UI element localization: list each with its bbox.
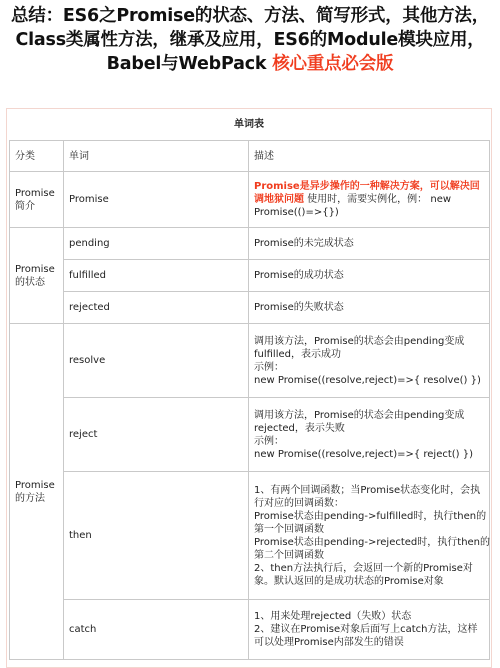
table-row [10, 398, 490, 472]
description-line: Promise状态由pending->fulfilled时，执行then的 [254, 510, 487, 522]
description-line: 第一个回调函数 [254, 523, 324, 535]
description-line: new Promise((resolve,reject)=>{ reject() }) [254, 448, 474, 460]
description-cell [249, 324, 490, 398]
title-line-3-accent: 核心重点必会版 [272, 54, 394, 74]
description-line: 示例： [254, 361, 284, 373]
description-line: 象。默认返回的是成功状态的Promise对象 [254, 575, 444, 587]
description-cell: Promise的失败状态 [249, 292, 490, 324]
word-cell: pending [64, 228, 249, 260]
description-line: 1、用来处理rejected（失败）状态 [254, 611, 412, 622]
description-line: fulfilled，表示成功 [254, 348, 341, 360]
word-cell: fulfilled [64, 260, 249, 292]
description-cell [249, 472, 490, 600]
table-row [10, 172, 490, 228]
category-cell: Promise 的方法 [10, 324, 64, 660]
word-cell: rejected [64, 292, 249, 324]
title-line-1: 总结：ES6之Promise的状态、方法、简写形式，其他方法， [10, 6, 490, 26]
word-cell: Promise [64, 172, 249, 228]
description-text: 使用时，需要实例化，例： new Promise(()=>{}) [254, 194, 452, 218]
description-line: 2、建议在Promise对象后面写上catch方法，这样 [254, 624, 478, 635]
table-row [10, 472, 490, 600]
description-cell [249, 172, 490, 228]
title-line-3-plain: Babel与WebPack [106, 54, 273, 74]
table-row [10, 600, 490, 660]
table-row [10, 228, 490, 260]
description-line: 1、有两个回调函数；当Promise状态变化时，会执 [254, 484, 481, 496]
description-cell: Promise的未完成状态 [249, 228, 490, 260]
word-cell: catch [64, 600, 249, 660]
table-header-row [10, 141, 490, 172]
header-word: 单词 [64, 141, 249, 172]
word-cell: reject [64, 398, 249, 472]
description-cell [249, 600, 490, 660]
header-description: 描述 [249, 141, 490, 172]
word-table [9, 140, 490, 660]
table-caption: 单词表 [234, 119, 264, 130]
description-line: 第二个回调函数 [254, 549, 324, 561]
description-cell [249, 398, 490, 472]
description-line: new Promise((resolve,reject)=>{ resolve() }) [254, 374, 481, 386]
description-line: rejected，表示失败 [254, 422, 345, 434]
header-category: 分类 [10, 141, 64, 172]
description-highlight: Promise是异步操作的一种解决方案，可以解决回调地狱问题 [254, 181, 480, 205]
category-cell: Promise 简介 [10, 172, 64, 228]
description-line: 示例： [254, 435, 284, 447]
description-line: 行对应的回调函数： [254, 497, 344, 509]
description-line: Promise状态由pending->rejected时，执行then的 [254, 536, 491, 548]
word-cell: then [64, 472, 249, 600]
description-line: 调用该方法，Promise的状态会由pending变成 [254, 409, 465, 421]
description-line: 调用该方法，Promise的状态会由pending变成 [254, 335, 465, 347]
category-cell: Promise 的状态 [10, 228, 64, 324]
description-cell: Promise的成功状态 [249, 260, 490, 292]
title-line-3 [0, 52, 500, 76]
description-line: 可以处理Promise内部发生的错误 [254, 637, 404, 648]
word-cell: resolve [64, 324, 249, 398]
table-row [10, 292, 490, 324]
page-title [0, 0, 500, 76]
table-row [10, 324, 490, 398]
title-line-2: Class类属性方法，继承及应用，ES6的Module模块应用， [15, 30, 485, 50]
table-row [10, 260, 490, 292]
description-line: 2、then方法执行后，会返回一个新的Promise对 [254, 562, 473, 574]
